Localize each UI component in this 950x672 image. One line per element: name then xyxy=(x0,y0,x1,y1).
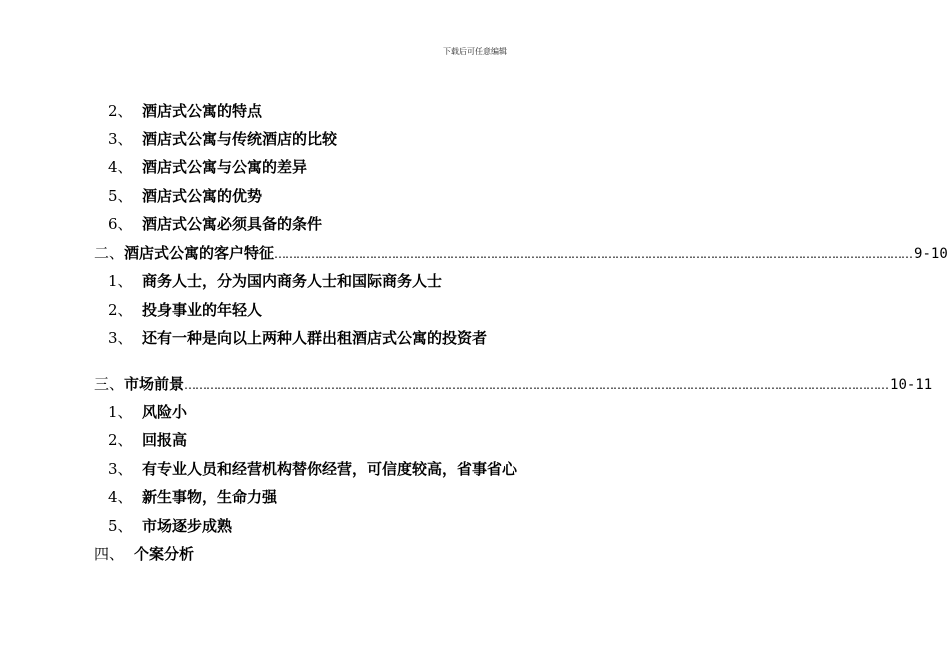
toc-item-title: 还有一种是向以上两种人群出租酒店式公寓的投资者 xyxy=(142,329,488,347)
toc-section-number: 三、 xyxy=(94,375,125,393)
toc-item xyxy=(108,459,517,479)
toc-page-range: 10-11 xyxy=(890,377,933,393)
toc-item-title: 市场逐步成熟 xyxy=(142,517,233,535)
toc-item xyxy=(108,129,337,149)
toc-leader-dots: ………………………………………………………………………………………………………………………………………………………… xyxy=(274,247,913,261)
toc-section-title: 个案分析 xyxy=(134,545,195,563)
toc-item xyxy=(108,430,187,450)
toc-section-customer xyxy=(94,243,948,263)
toc-item-title: 投身事业的年轻人 xyxy=(142,301,263,319)
toc-item-number: 4、 xyxy=(108,488,133,506)
toc-section-title: 市场前景 xyxy=(124,375,185,393)
page-header-note: 下载后可任意编辑 xyxy=(443,47,507,56)
toc-item xyxy=(108,271,442,291)
toc-item-title: 回报高 xyxy=(142,431,188,449)
toc-item-title: 有专业人员和经营机构替你经营，可信度较高，省事省心 xyxy=(142,460,518,478)
toc-section-number: 四、 xyxy=(94,545,125,563)
toc-item xyxy=(108,101,262,121)
toc-item-title: 酒店式公寓的优势 xyxy=(142,187,263,205)
toc-section-number: 二、 xyxy=(94,244,125,262)
toc-item xyxy=(108,402,187,422)
toc-item-title: 新生事物，生命力强 xyxy=(142,488,278,506)
toc-item-title: 酒店式公寓的特点 xyxy=(142,102,263,120)
toc-item xyxy=(108,516,232,536)
toc-item-number: 3、 xyxy=(108,460,133,478)
toc-item-title: 风险小 xyxy=(142,403,188,421)
toc-item-number: 1、 xyxy=(108,272,133,290)
toc-item-number: 3、 xyxy=(108,130,133,148)
toc-item-number: 2、 xyxy=(108,102,133,120)
toc-item-number: 4、 xyxy=(108,158,133,176)
toc-item-title: 商务人士，分为国内商务人士和国际商务人士 xyxy=(142,272,443,290)
toc-item-number: 3、 xyxy=(108,329,133,347)
toc-item xyxy=(108,214,322,234)
toc-page-range: 9-10 xyxy=(914,246,948,262)
toc-item xyxy=(108,157,307,177)
toc-item-number: 2、 xyxy=(108,301,133,319)
toc-item xyxy=(108,487,277,507)
toc-leader-dots: ………………………………………………………………………………………………………………………………………………………………………… xyxy=(184,378,889,392)
toc-item-title: 酒店式公寓与公寓的差异 xyxy=(142,158,308,176)
toc-item xyxy=(108,186,262,206)
toc-section-market xyxy=(94,374,933,394)
toc-item-title: 酒店式公寓必须具备的条件 xyxy=(142,215,323,233)
toc-item-number: 1、 xyxy=(108,403,133,421)
toc-item-title: 酒店式公寓与传统酒店的比较 xyxy=(142,130,338,148)
toc-section-title: 酒店式公寓的客户特征 xyxy=(124,244,275,262)
toc-item-number: 5、 xyxy=(108,187,133,205)
toc-item-number: 2、 xyxy=(108,431,133,449)
toc-item-number: 5、 xyxy=(108,517,133,535)
toc-item xyxy=(108,328,487,348)
toc-item-number: 6、 xyxy=(108,215,133,233)
toc-item xyxy=(108,300,262,320)
toc-section-case-study xyxy=(94,544,194,564)
